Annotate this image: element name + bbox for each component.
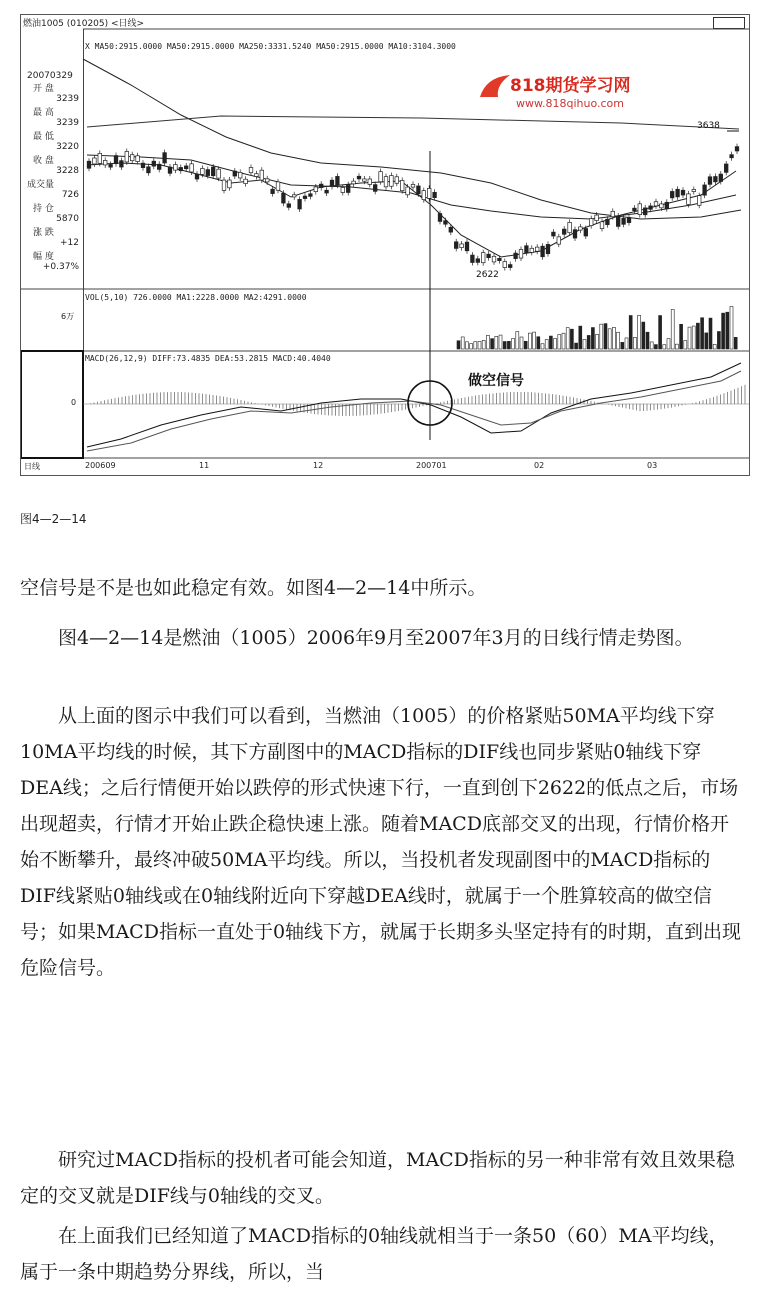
volume-bar [503,341,506,349]
quote-label: 最 高 [33,108,54,118]
x-axis-label: 11 [199,461,210,470]
quote-value: 3228 [56,166,79,176]
volume-bar [709,318,712,349]
candle-body [190,164,194,172]
candle-body [643,208,647,215]
volume-bar [512,339,515,349]
volume-bar [684,341,687,349]
volume-bar [638,315,641,349]
volume-bar [507,341,510,349]
candle-body [395,177,399,183]
volume-bar [734,337,737,349]
quote-value: 3220 [56,142,79,152]
candle-body [687,194,691,205]
quote-label: 持 仓 [33,204,54,214]
paragraph: 从上面的图示中我们可以看到，当燃油（1005）的价格紧贴50MA平均线下穿10MA平均线的时候，其下方副图中的MACD指标的DIF线也同步紧贴0轴线下穿DEA线；之后行情便开始以跌停的形式快速下行，一直到创下2622的低点之后，市场出现超卖，行情才开始止跌企稳快速上涨。随着MACD底部交叉的出现，行情价格开始不断攀升，最终冲破50MA平均线。所以，当投机者发现副图中的MACD指标的DIF线紧贴0轴线或在0轴线附近向下穿越DEA线时，就属于一个胜算较高的做空信号；如果MACD指标一直处于0轴线下方，就属于长期多头坚定持有的时期，直到出现危险信号。 [20,705,742,979]
macd-left-box [21,351,83,458]
candle-body [379,172,383,182]
candle-body [125,151,129,161]
candle-body [735,147,739,151]
quote-label: 涨 跌 [33,228,54,238]
volume-bar [583,339,586,349]
x-axis-label: 12 [313,461,324,470]
volume-bar [486,335,489,349]
candle-body [314,187,318,192]
candle-body [303,196,307,198]
candle-body [265,179,269,182]
candle-body [638,204,642,215]
candle-body [233,171,237,176]
candle-body [357,176,361,179]
candle-body [211,167,215,176]
volume-bar [726,312,729,349]
volume-bar [663,345,666,349]
candle-body [627,217,631,222]
candle-body [422,191,426,200]
volume-bar [461,337,464,349]
candle-body [363,179,367,181]
candle-body [276,182,280,190]
volume-bar [612,327,615,349]
candle-body [654,202,658,206]
candle-body [454,242,458,249]
candle-body [228,180,232,188]
candle-body [260,170,264,180]
candle-body [606,219,610,224]
candle-body [633,208,637,210]
volume-bar [692,326,695,349]
volume-bar [470,344,473,349]
volume-bar [491,339,494,349]
candle-body [406,187,410,195]
volume-bar [675,344,678,349]
x-axis-label: 02 [534,461,545,470]
quote-value: 3239 [56,94,79,104]
candle-body [201,168,205,174]
volume-bar [722,313,725,349]
quote-label: 最 低 [33,132,54,142]
volume-bar [457,341,460,349]
candle-body [271,189,275,193]
low-price-label: 2622 [476,270,499,280]
volume-bar [474,342,477,349]
candle-body [152,161,156,166]
volume-bar [713,344,716,349]
candle-body [298,199,302,209]
candle-body [714,177,718,182]
candle-body [427,188,431,198]
x-axis-label: 03 [647,461,658,470]
volume-bar [696,323,699,349]
candle-body [373,185,377,192]
candle-body [584,229,588,236]
volume-bar [688,327,691,349]
candle-body [93,158,97,164]
candle-body [206,170,210,176]
volume-bar [625,338,628,349]
volume-bar [516,332,519,349]
candle-body [681,190,685,195]
candle-body [433,192,437,197]
candle-body [163,153,167,163]
candle-body [222,180,226,190]
volume-bar [596,334,599,349]
volume-bars [457,306,737,349]
x-axis-label: 日线 [24,462,40,471]
candle-body [730,155,734,158]
candle-body [98,153,102,163]
volume-bar [621,342,624,349]
candle-body [400,180,404,190]
volume-bar [562,333,565,349]
volume-bar [671,310,674,349]
volume-bar [575,343,578,349]
volume-bar [705,333,708,349]
candle-body [103,160,107,165]
candle-body [676,189,680,197]
candle-body [309,194,313,197]
candle-body [184,166,188,169]
volume-bar [646,332,649,349]
candle-body [287,204,291,208]
candle-body [476,259,480,263]
candle-body [503,261,507,267]
high-price-label: 3638 [697,121,720,131]
volume-bar [549,336,552,349]
volume-bar [730,306,733,349]
volume-bar [654,345,657,349]
quote-label: 收 盘 [33,156,54,166]
x-axis-label: 200609 [85,461,116,470]
candle-body [368,179,372,184]
candle-body [141,163,145,168]
candle-body [390,176,394,187]
candle-body [346,185,350,193]
candle-body [665,202,669,208]
macd-header: MACD(26,12,9) DIFF:73.4835 DEA:53.2815 MACD:40.4040 [85,354,331,363]
volume-bar [667,339,670,349]
volume-bar [717,332,720,349]
x-axis-label: 200701 [416,461,447,470]
candle-body [325,190,329,193]
candle-body [130,155,134,161]
candle-body [487,254,491,257]
candle-body [562,229,566,234]
candle-body [703,185,707,195]
candle-body [352,181,356,184]
quote-value: 3239 [56,118,79,128]
price-header: X MA50:2915.0000 MA50:2915.0000 MA250:3331.5240 MA50:2915.0000 MA10:3104.3000 [85,42,456,51]
candle-body [692,189,696,191]
volume-bar [533,332,536,349]
volume-bar [566,328,569,349]
candle-body [616,216,620,226]
volume-bar [478,341,481,349]
volume-bar [495,336,498,349]
candle-body [417,186,421,194]
ma-flat-line [87,116,739,129]
volume-bar [570,329,573,349]
candle-body [514,253,518,259]
watermark-graphic [476,67,666,115]
candle-body [444,221,448,225]
candle-body [238,172,242,178]
candle-body [168,167,172,173]
quote-label: 成交量 [27,180,55,190]
dif-line [87,363,741,447]
volume-bar [591,328,594,349]
quote-label: 开 盘 [33,84,54,94]
volume-bar [524,341,527,349]
volume-bar [520,337,523,349]
candle-body [195,174,199,179]
dea-line [87,371,741,451]
candle-body [508,265,512,268]
candle-body [109,164,113,167]
volume-bar [587,335,590,349]
candle-body [157,164,161,169]
volume-bar [642,322,645,349]
candle-body [384,177,388,187]
candle-body [611,211,615,216]
candle-body [622,218,626,224]
candle-body [217,169,221,178]
watermark-logo [476,67,666,115]
paragraph: 空信号是不是也如此稳定有效。如图4—2—14中所示。 [20,577,487,599]
candle-body [530,248,534,252]
volume-bar [617,332,620,349]
volume-bar [629,316,632,349]
volume-bar [579,326,582,349]
candle-body [411,184,415,187]
volume-bar [554,338,557,349]
candle-body [724,164,728,172]
candle-body [579,227,583,230]
macd-zero-label: 0 [71,398,77,407]
quote-value: +0.37% [42,262,79,272]
candlesticks [87,144,739,271]
candle-body [535,247,539,251]
svg-text:818期货学习网: 818期货学习网 [510,76,631,96]
volume-bar [465,342,468,349]
candle-body [465,242,469,251]
candle-body [708,177,712,185]
volume-bar [541,344,544,349]
candle-body [589,219,593,226]
volume-bar [545,340,548,349]
candle-body [670,191,674,197]
volume-bar [537,337,540,349]
candle-body [282,193,286,203]
candle-body [492,256,496,262]
short-signal-label: 做空信号 [468,373,524,389]
chart-figure [20,14,750,476]
volume-bar [633,337,636,349]
candle-body [87,161,91,168]
volume-header: VOL(5,10) 726.0000 MA1:2228.0000 MA2:4291.0000 [85,293,307,302]
volume-bar [600,324,603,349]
candle-body [595,215,599,221]
volume-bar [659,316,662,349]
candle-body [525,246,529,253]
candle-body [330,180,334,186]
volume-bar [528,333,531,349]
candle-body [341,187,345,192]
candle-body [481,253,485,263]
candle-body [449,227,453,232]
candle-body [244,179,248,183]
volume-bar [650,342,653,349]
candle-body [174,165,178,171]
paragraph: 图4—2—14是燃油（1005）2006年9月至2007年3月的日线行情走势图。 [58,627,694,649]
candle-body [557,237,561,244]
candle-body [649,206,653,209]
window-title: 燃油1005 (010205) <日线> [23,19,145,29]
volume-axis-label: 6万 [61,312,75,321]
volume-bar [482,340,485,349]
candle-body [179,167,183,170]
candle-body [519,250,523,259]
candle-body [541,246,545,257]
candle-body [471,255,475,262]
candle-body [573,230,577,238]
candle-body [697,196,701,206]
quote-label: 幅 度 [33,252,54,262]
candle-body [319,184,323,187]
candle-body [546,244,550,253]
candle-body [498,258,502,260]
candle-body [719,174,723,181]
candle-body [249,167,253,172]
quote-date: 20070329 [27,71,73,81]
volume-bar [701,318,704,349]
candle-body [114,156,118,164]
volume-bar [499,335,502,349]
candle-body [136,156,140,162]
paragraph: 在上面我们已经知道了MACD指标的0轴线就相当于一条50（60）MA平均线，属于一条中期趋势分界线，所以，当 [20,1225,728,1283]
volume-bar [558,335,561,349]
candle-body [552,232,556,236]
volume-bar [608,329,611,349]
svg-text:www.818qihuo.com: www.818qihuo.com [516,97,624,110]
volume-bar [680,324,683,349]
quote-value: +12 [60,238,79,248]
candle-body [568,222,572,232]
candle-body [336,176,340,185]
volume-bar [604,324,607,349]
candle-body [600,222,604,229]
candle-body [120,161,124,167]
candle-body [292,195,296,197]
candle-body [660,204,664,208]
candle-body [438,214,442,222]
quote-value: 5870 [56,214,79,224]
candle-body [147,167,151,173]
candle-body [255,174,259,177]
paragraph: 研究过MACD指标的投机者可能会知道，MACD指标的另一种非常有效且效果稳定的交叉就是DIF线与0轴线的交叉。 [20,1149,735,1207]
flame-icon [480,75,510,97]
figure-caption: 图4—2—14 [20,512,87,526]
candle-body [460,244,464,248]
quote-value: 726 [61,190,79,200]
